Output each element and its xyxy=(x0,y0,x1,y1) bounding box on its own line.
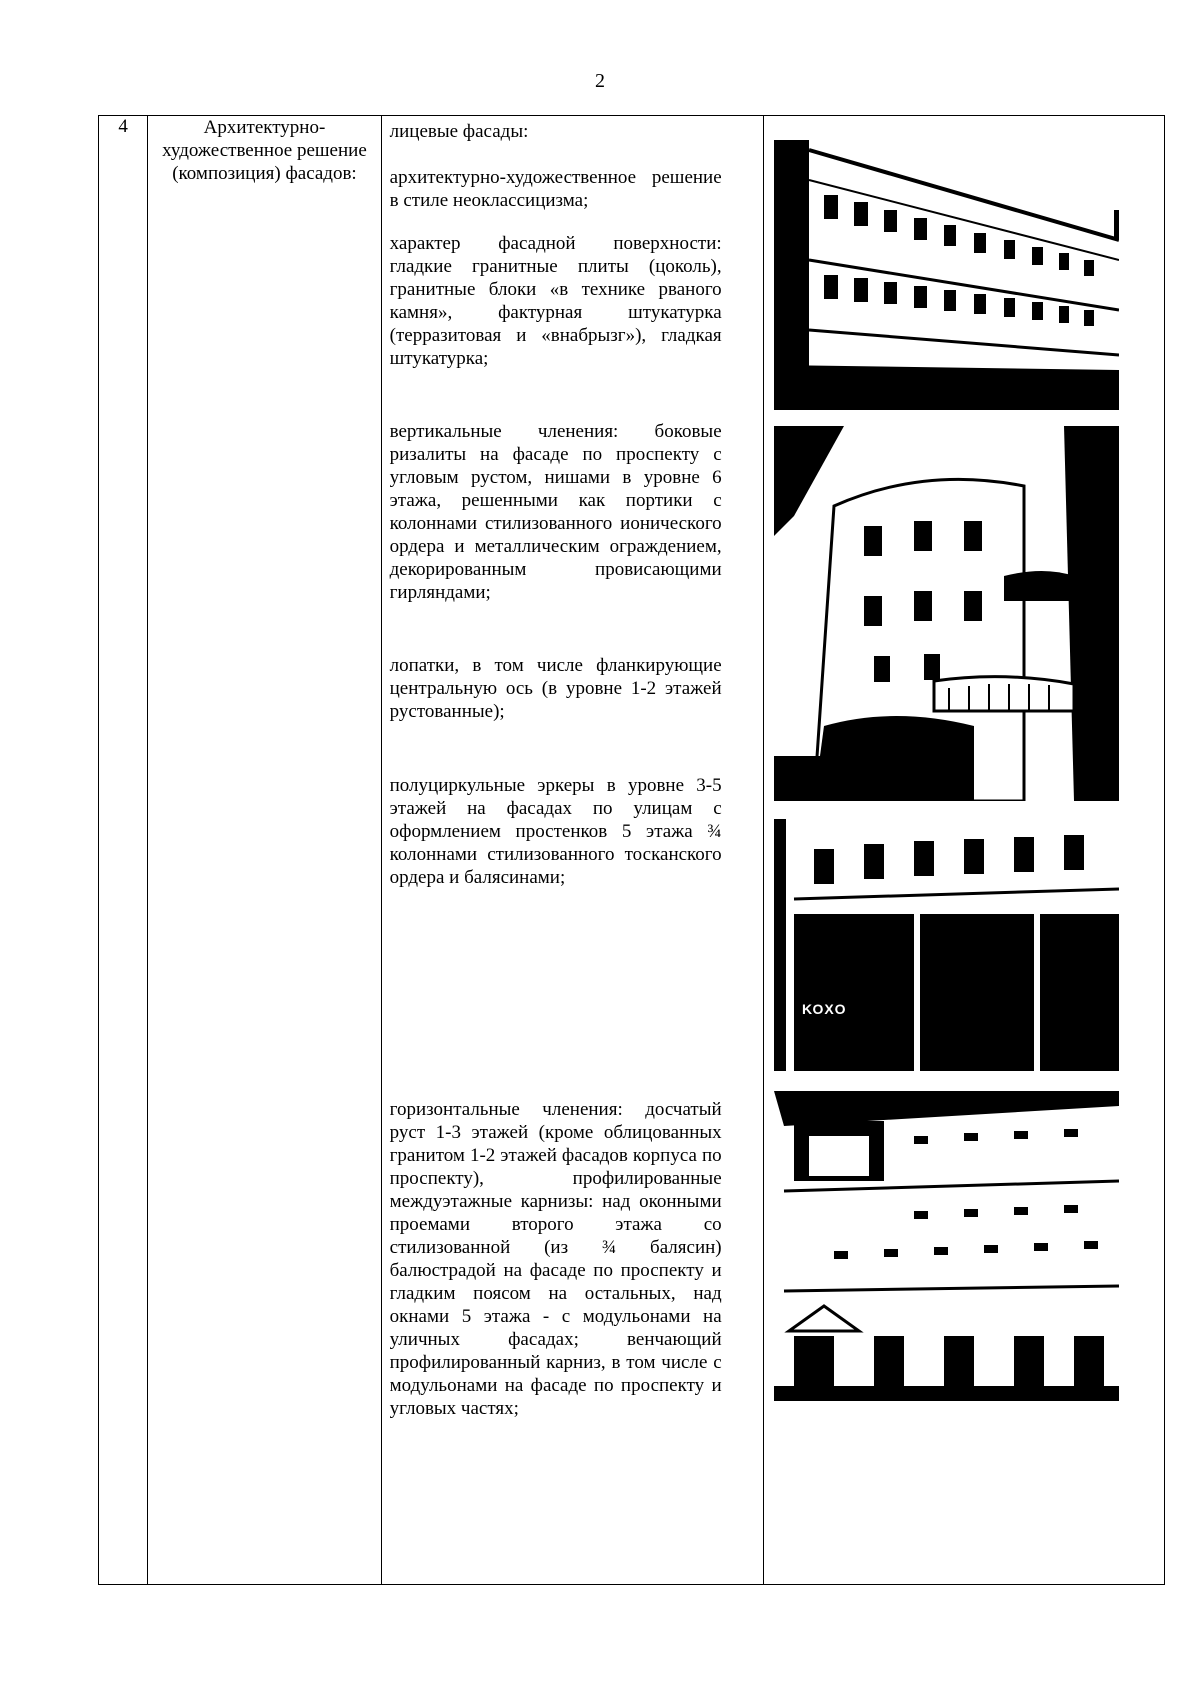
paragraph-horizontal: горизонтальные членения: досчатый руст 1-3 этажей (кроме облицованных гранитом 1-2 этажей фасадов корпуса по проспекту), профилированные междуэтажные карнизы: над оконными проемами второго этажа со стилизованной (из ¾ балясин) балюстрадой на фасаде по проспекту и гладким поясом на остальных, над окнами 5 этажа - с модульонами на уличных фасадах; венчающий профилированный карниз, в том числе с модульонами на фасаде по проспекту и угловых частях; xyxy=(389,1099,722,1419)
row-number: 4 xyxy=(99,116,148,1585)
shop-sign: ΚΟΧΟ xyxy=(801,1001,847,1017)
table-row xyxy=(99,116,1165,1585)
paragraph-surface: характер фасадной поверхности: гладкие гранитные плиты (цоколь), гранитные блоки «в технике рваного камня», фактурная штукатурка (терразитовая и «внабрызг»), гладкая штукатурка; xyxy=(389,233,722,369)
facade-photo-1 xyxy=(774,140,1119,410)
row-title: Архитектурно-художественное решение (композиция) фасадов: xyxy=(148,116,381,1585)
photos-cell xyxy=(763,116,1164,1585)
paragraph-facades: лицевые фасады: xyxy=(389,121,529,142)
paragraph-pilasters: лопатки, в том числе фланкирующие центральную ось (в уровне 1-2 этажей рустованные); xyxy=(389,655,722,722)
description-cell xyxy=(381,116,763,1585)
facade-photo-4 xyxy=(774,1091,1119,1401)
paragraph-style: архитектурно-художественное решение в стиле неоклассицизма; xyxy=(389,167,722,211)
paragraph-bay-windows: полуциркульные эркеры в уровне 3-5 этажей на фасадах по улицам с оформлением простенков 5 этажа ¾ колоннами стилизованного тосканского ордера и балясинами; xyxy=(389,775,722,888)
page-number: 2 xyxy=(595,70,605,92)
paragraph-vertical: вертикальные членения: боковые ризалиты на фасаде по проспекту с угловым рустом, нишами в уровне 6 этажа, решенными как портики с колоннами стилизованного ионического ордера и металлическим ограждением, декорированным провисающими гирляндами; xyxy=(389,421,722,603)
facade-table xyxy=(98,115,1165,1585)
facade-photo-2 xyxy=(774,426,1119,801)
facade-photo-3 xyxy=(774,819,1119,1071)
